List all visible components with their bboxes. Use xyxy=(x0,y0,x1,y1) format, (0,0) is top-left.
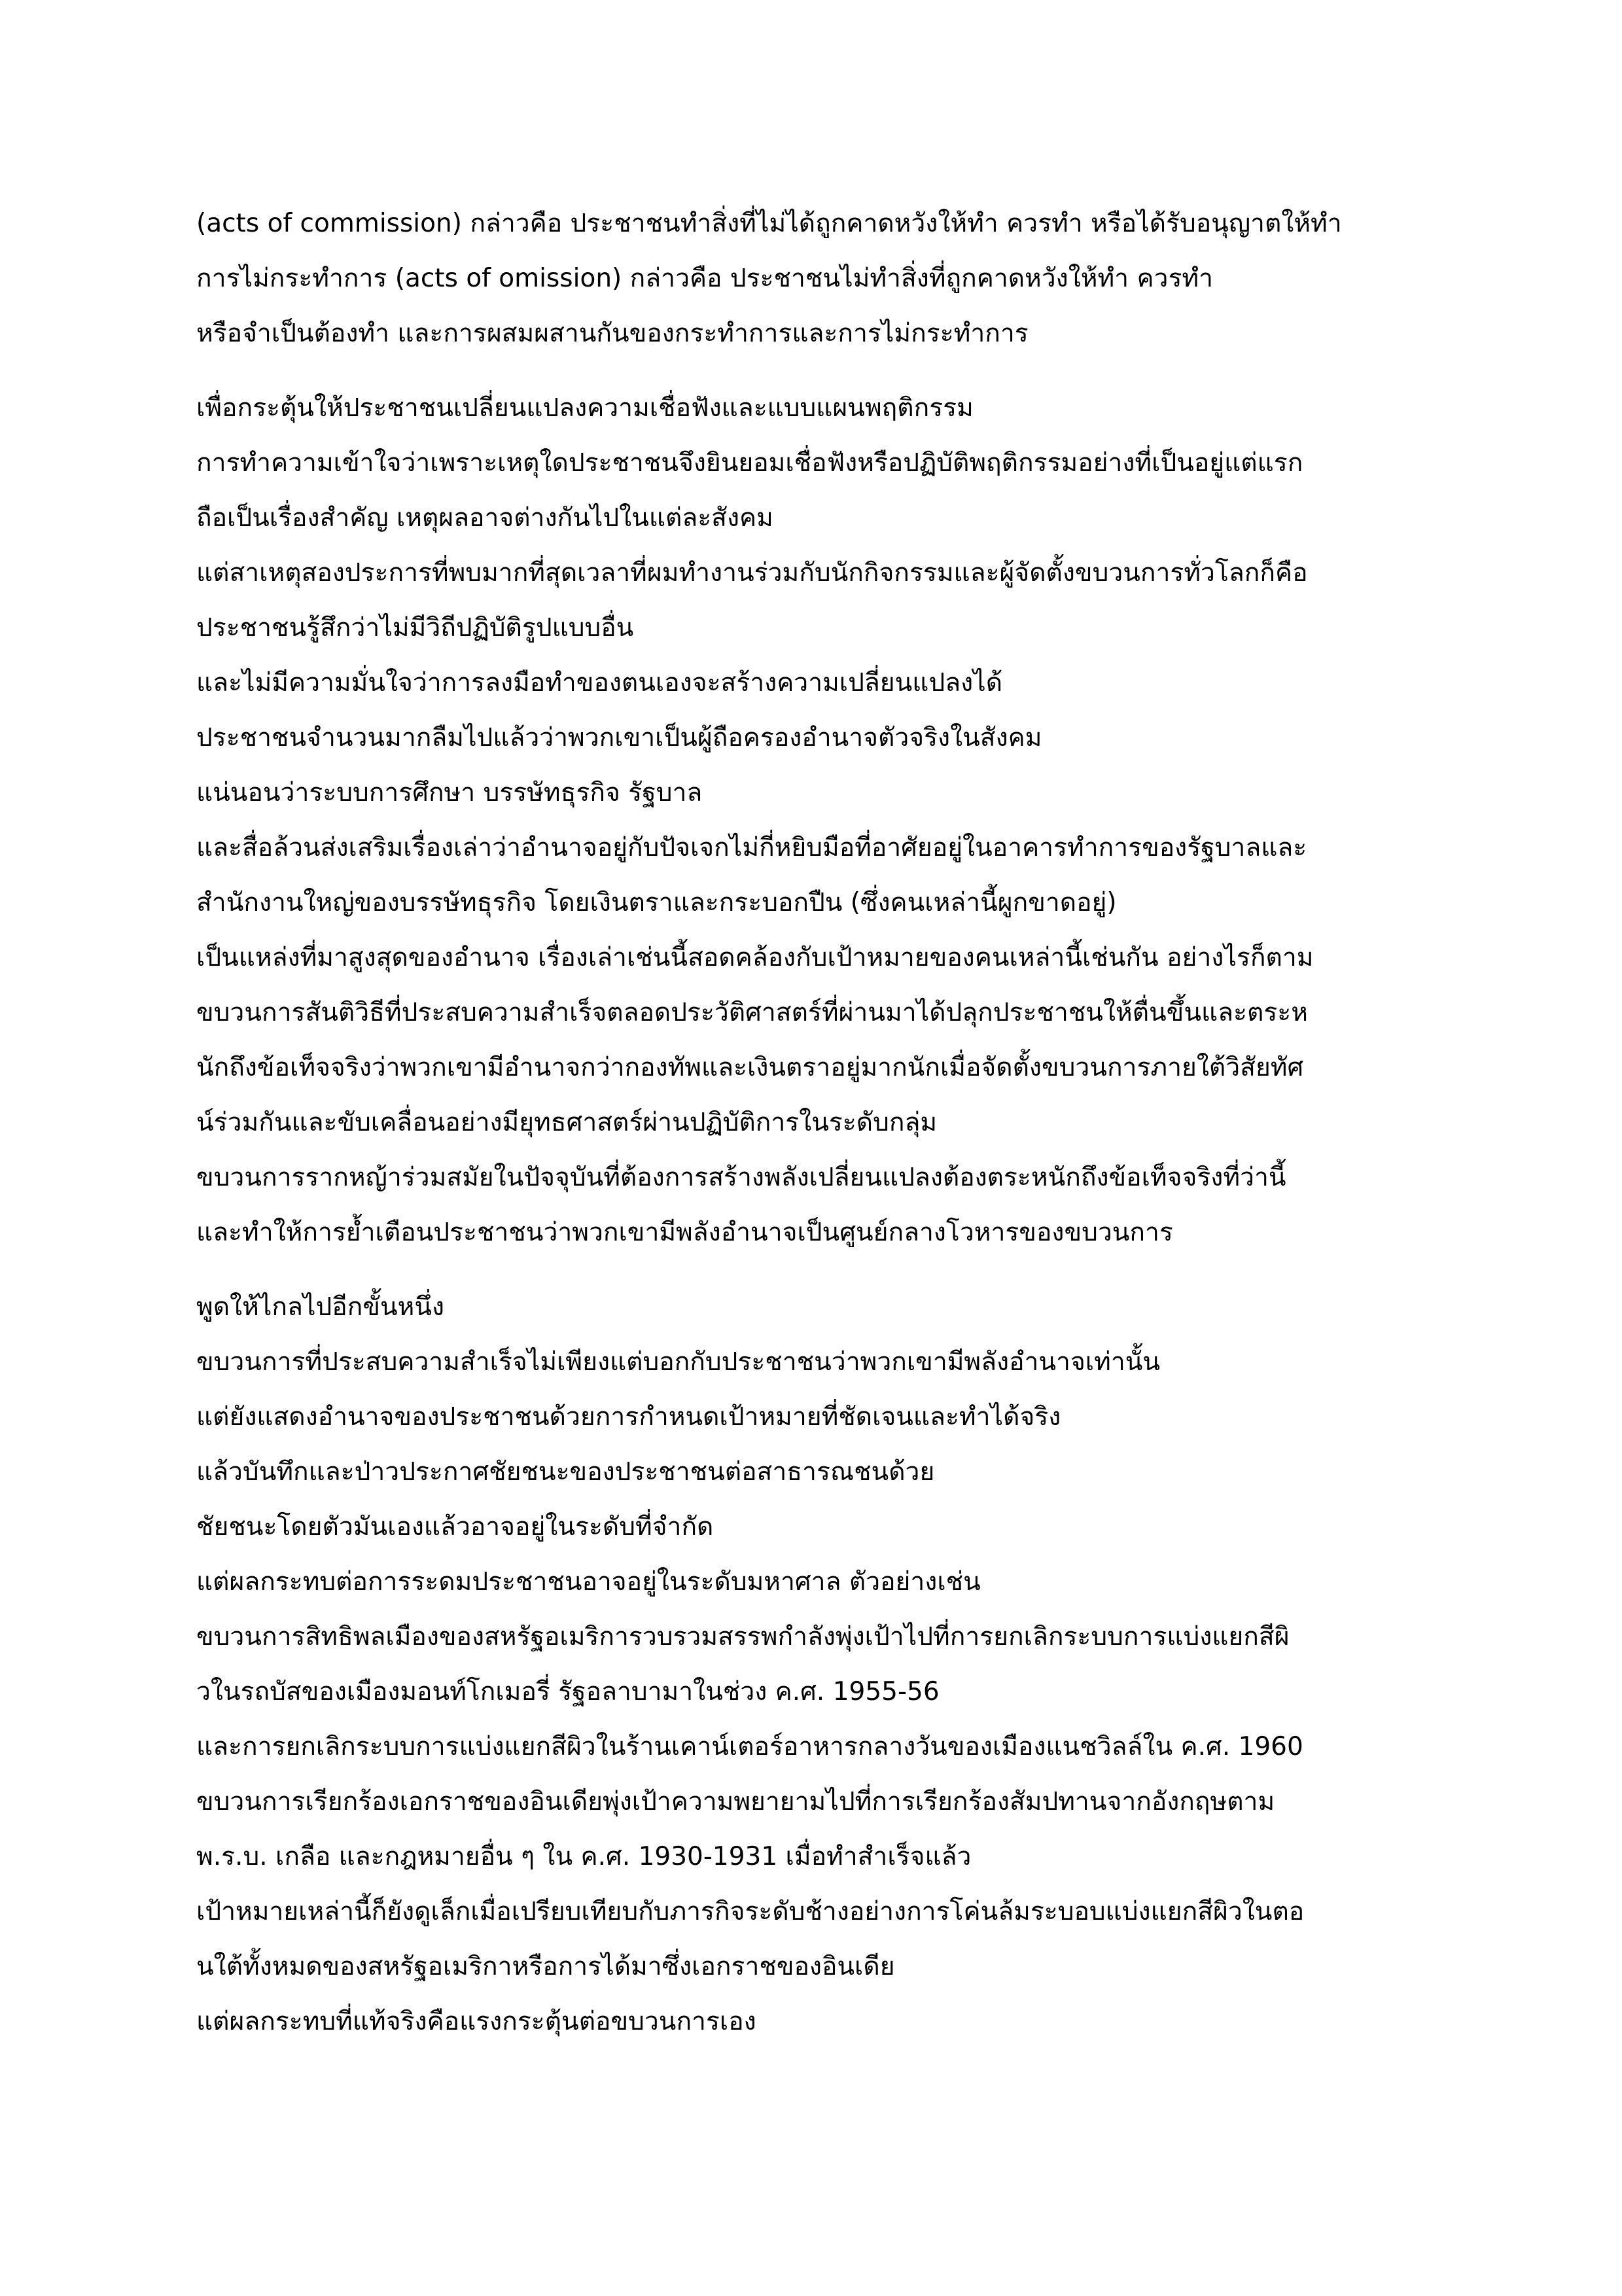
text-line: เพื่อกระตุ้นให้ประชาชนเปลี่ยนแปลงความเชื่อฟังและแบบแผนพฤติกรรม xyxy=(196,393,974,423)
text-line: ประชาชนรู้สึกว่าไม่มีวิถีปฏิบัติรูปแบบอื่น xyxy=(196,613,634,643)
text-line: ชัยชนะโดยตัวมันเองแล้วอาจอยู่ในระดับที่จำกัด xyxy=(196,1512,714,1542)
text-line: นักถึงข้อเท็จจริงว่าพวกเขามีอำนาจกว่ากองทัพและเงินตราอยู่มากนักเมื่อจัดตั้งขบวนการภายใต้วิสัยทัศ xyxy=(196,1053,1304,1082)
text-line: และทำให้การย้ำเตือนประชาชนว่าพวกเขามีพลังอำนาจเป็นศูนย์กลางโวหารของขบวนการ xyxy=(196,1218,1173,1247)
text-line: พูดให้ไกลไปอีกขั้นหนึ่ง xyxy=(196,1292,445,1322)
text-line: และไม่มีความมั่นใจว่าการลงมือทำของตนเองจะสร้างความเปลี่ยนแปลงได้ xyxy=(196,668,1003,698)
text-line: แต่สาเหตุสองประการที่พบมากที่สุดเวลาที่ผมทำงานร่วมกับนักกิจกรรมและผู้จัดตั้งขบวนการทั่วโลกก็คือ xyxy=(196,558,1308,588)
text-line: แล้วบันทึกและป่าวประกาศชัยชนะของประชาชนต่อสาธารณชนด้วย xyxy=(196,1457,935,1487)
text-line: และสื่อล้วนส่งเสริมเรื่องเล่าว่าอำนาจอยู่กับปัจเจกไม่กี่หยิบมือที่อาศัยอยู่ในอาคารทำการของรัฐบาลและ xyxy=(196,833,1307,862)
text-line: วในรถบัสของเมืองมอนท์โกเมอรี่ รัฐอลาบามาในช่วง ค.ศ. 1955-56 xyxy=(196,1677,940,1706)
text-line: ขบวนการที่ประสบความสำเร็จไม่เพียงแต่บอกกับประชาชนว่าพวกเขามีพลังอำนาจเท่านั้น xyxy=(196,1347,1161,1377)
text-line: ขบวนการสิทธิพลเมืองของสหรัฐอเมริการวบรวมสรรพกำลังพุ่งเป้าไปที่การยกเลิกระบบการแบ่งแยกสีผิ xyxy=(196,1622,1290,1651)
paragraph-1 xyxy=(196,196,1439,361)
text-line: หรือจำเป็นต้องทำ และการผสมผสานกันของกระทำการและการไม่กระทำการ xyxy=(196,319,1029,348)
text-line: นใต้ทั้งหมดของสหรัฐอเมริกาหรือการได้มาซึ่งเอกราชของอินเดีย xyxy=(196,1952,895,1981)
text-line: เป้าหมายเหล่านี้ก็ยังดูเล็กเมื่อเปรียบเทียบกับภารกิจระดับช้างอย่างการโค่นล้มระบอบแบ่งแยกสีผิวในตอ xyxy=(196,1897,1305,1926)
text-line: พ.ร.บ. เกลือ และกฎหมายอื่น ๆ ใน ค.ศ. 1930-1931 เมื่อทำสำเร็จแล้ว xyxy=(196,1842,972,1871)
text-line: ประชาชนจำนวนมากลืมไปแล้วว่าพวกเขาเป็นผู้ถือครองอำนาจตัวจริงในสังคม xyxy=(196,723,1042,752)
document-body xyxy=(196,196,1439,2069)
text-line: การไม่กระทำการ (acts of omission) กล่าวคือ ประชาชนไม่ทำสิ่งที่ถูกคาดหวังให้ทำ ควรทำ xyxy=(196,264,1214,293)
text-line: ขบวนการสันติวิธีที่ประสบความสำเร็จตลอดประวัติศาสตร์ที่ผ่านมาได้ปลุกประชาชนให้ตื่นขึ้นและตระห xyxy=(196,998,1308,1027)
paragraph-3 xyxy=(196,1280,1439,2049)
text-line: เป็นแหล่งที่มาสูงสุดของอำนาจ เรื่องเล่าเช่นนี้สอดคล้องกับเป้าหมายของคนเหล่านี้เช่นกัน อย่างไรก็ตาม xyxy=(196,943,1314,972)
text-line: ขบวนการรากหญ้าร่วมสมัยในปัจจุบันที่ต้องการสร้างพลังเปลี่ยนแปลงต้องตระหนักถึงข้อเท็จจริงที่ว่านี้ xyxy=(196,1163,1286,1192)
text-line: น์ร่วมกันและขับเคลื่อนอย่างมียุทธศาสตร์ผ่านปฏิบัติการในระดับกลุ่ม xyxy=(196,1108,938,1137)
text-line: สำนักงานใหญ่ของบรรษัทธุรกิจ โดยเงินตราและกระบอกปืน (ซึ่งคนเหล่านี้ผูกขาดอยู่) xyxy=(196,888,1117,917)
text-line: แน่นอนว่าระบบการศึกษา บรรษัทธุรกิจ รัฐบาล xyxy=(196,778,703,807)
text-line: ถือเป็นเรื่องสำคัญ เหตุผลอาจต่างกันไปในแต่ละสังคม xyxy=(196,503,773,533)
text-line: แต่ยังแสดงอำนาจของประชาชนด้วยการกำหนดเป้าหมายที่ชัดเจนและทำได้จริง xyxy=(196,1402,1061,1432)
text-line: แต่ผลกระทบต่อการระดมประชาชนอาจอยู่ในระดับมหาศาล ตัวอย่างเช่น xyxy=(196,1567,981,1597)
paragraph-2 xyxy=(196,381,1439,1260)
text-line: ขบวนการเรียกร้องเอกราชของอินเดียพุ่งเป้าความพยายามไปที่การเรียกร้องสัมปทานจากอังกฤษตาม xyxy=(196,1787,1275,1816)
text-line: และการยกเลิกระบบการแบ่งแยกสีผิวในร้านเคาน์เตอร์อาหารกลางวันของเมืองแนชวิลล์ใน ค.ศ. 1960 xyxy=(196,1732,1303,1761)
text-line: (acts of commission) กล่าวคือ ประชาชนทำสิ่งที่ไม่ได้ถูกคาดหวังให้ทำ ควรทำ หรือได้รับอนุญาตให้ทำ xyxy=(196,209,1342,238)
text-line: แต่ผลกระทบที่แท้จริงคือแรงกระตุ้นต่อขบวนการเอง xyxy=(196,2007,756,2036)
text-line: การทำความเข้าใจว่าเพราะเหตุใดประชาชนจึงยินยอมเชื่อฟังหรือปฏิบัติพฤติกรรมอย่างที่เป็นอยู่แต่แรก xyxy=(196,448,1303,478)
